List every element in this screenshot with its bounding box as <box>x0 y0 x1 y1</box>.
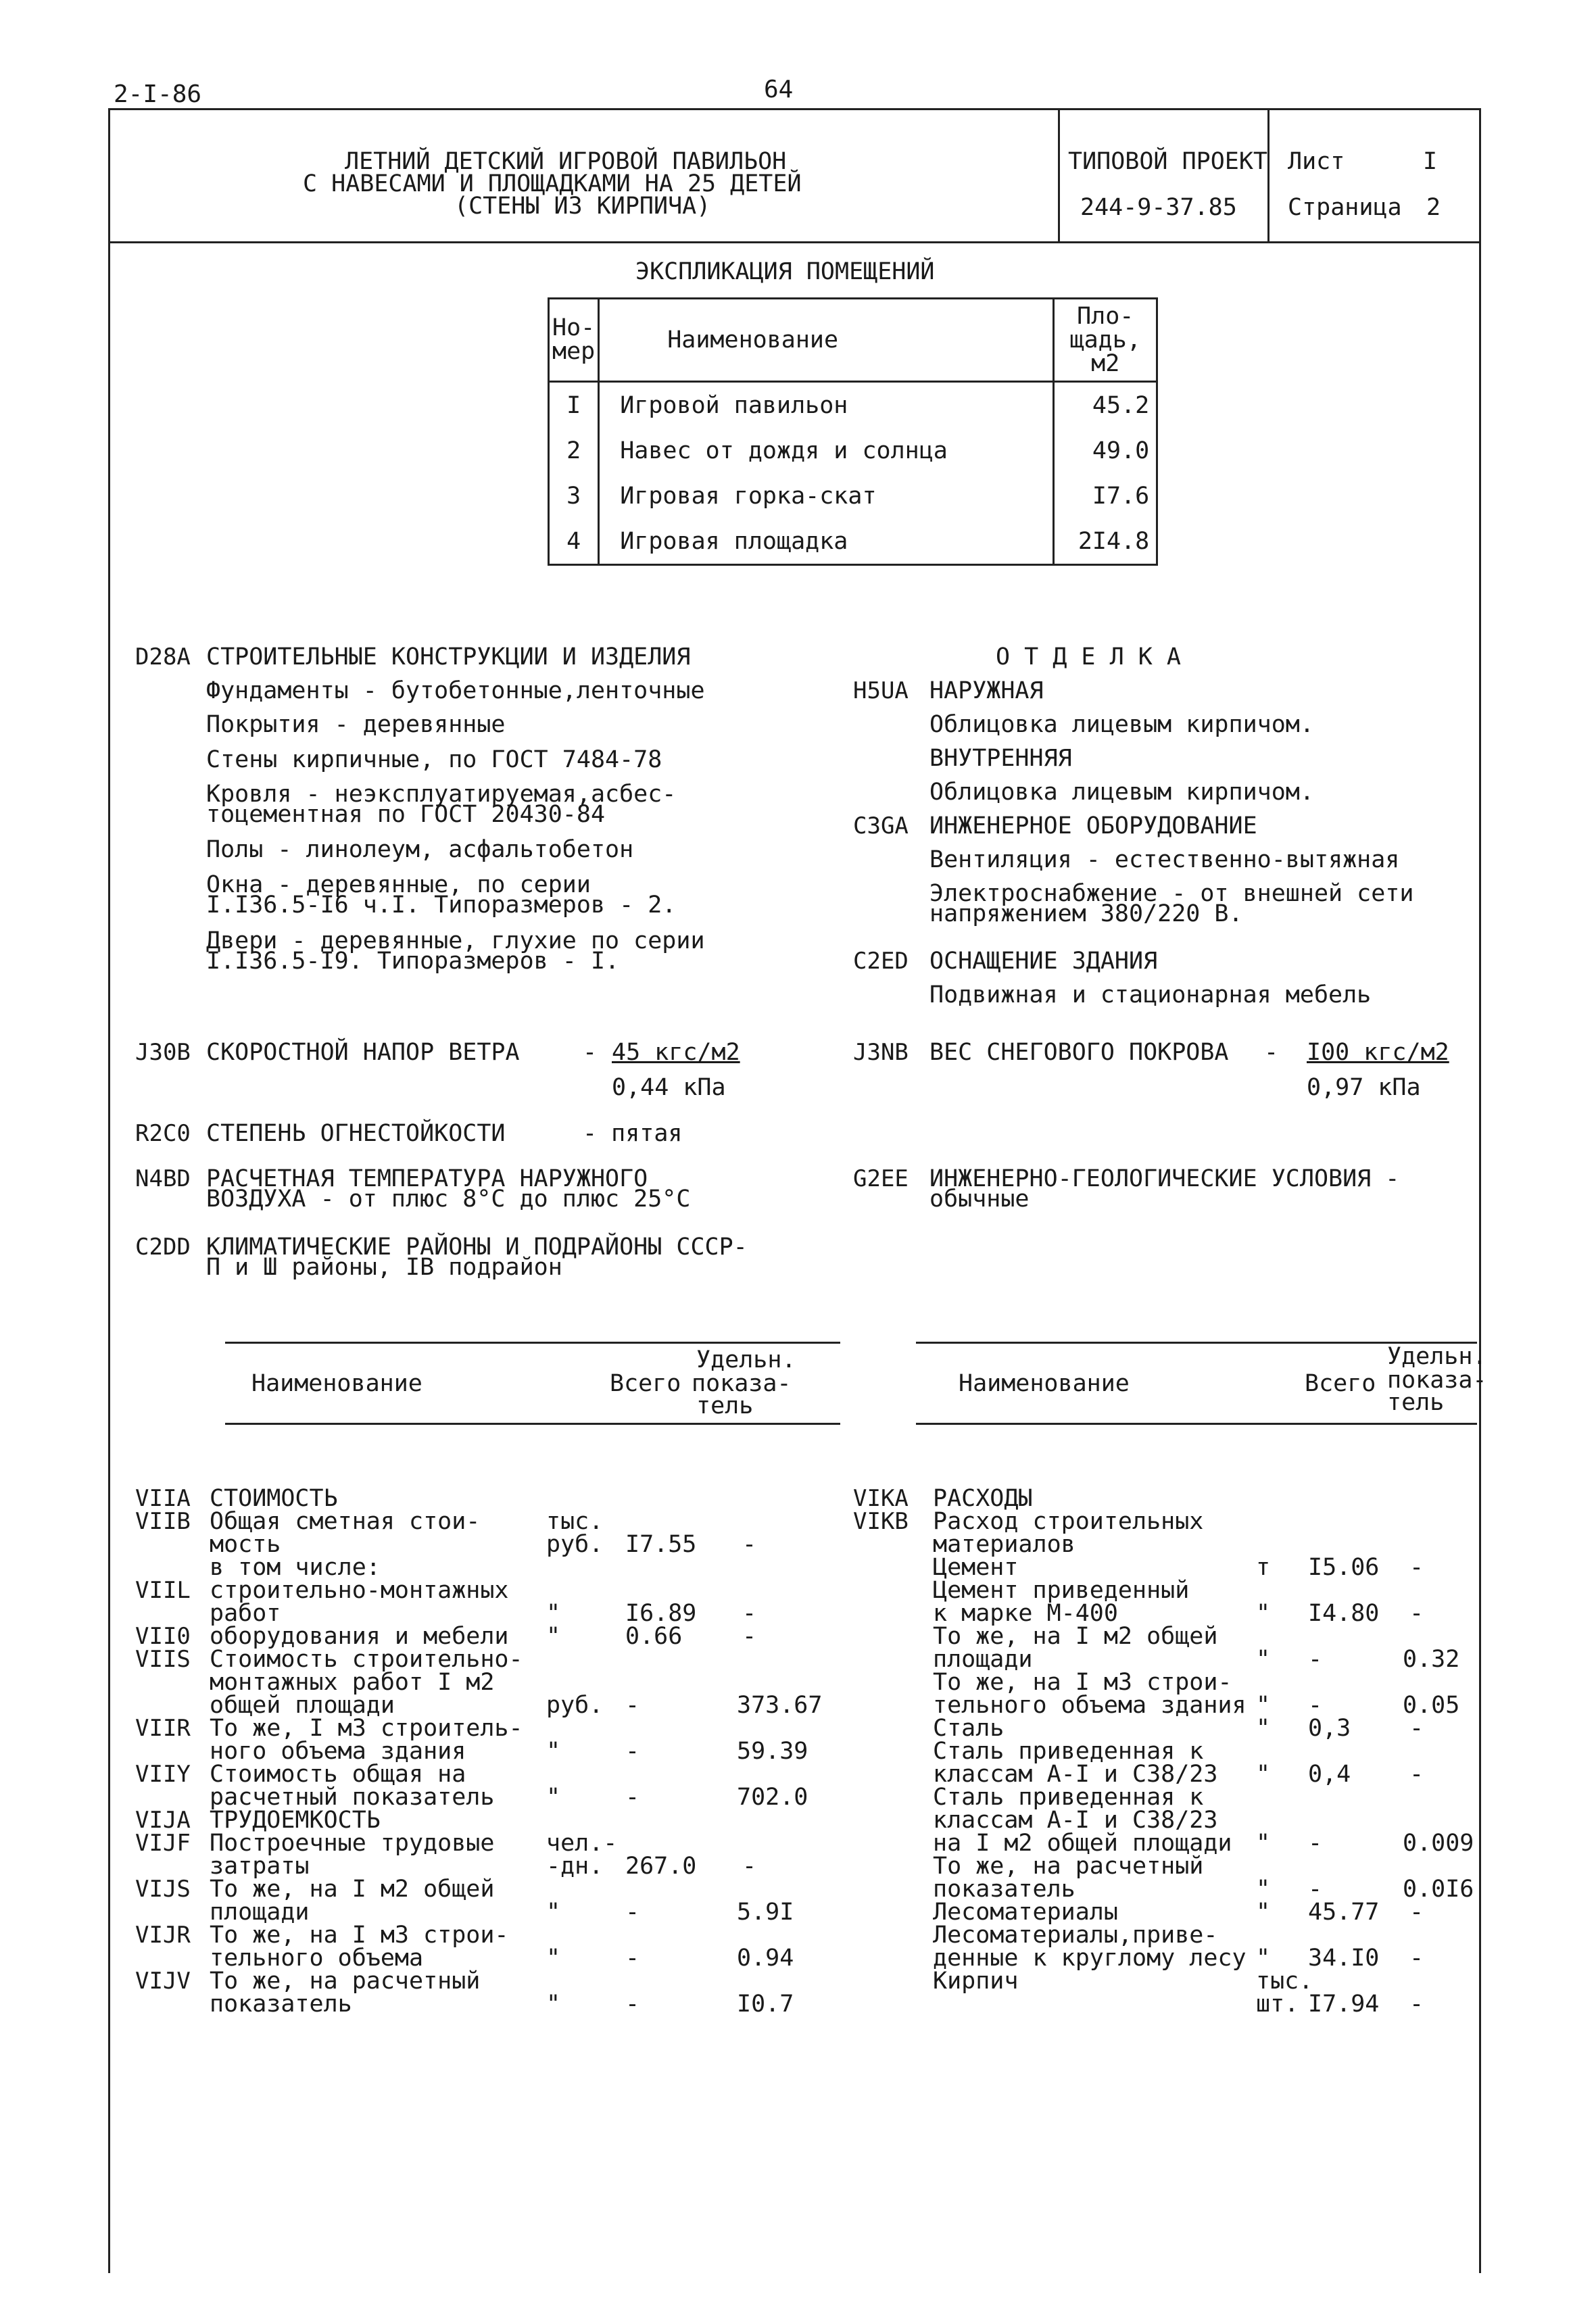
fire-code: R2C0 <box>135 1120 191 1147</box>
snow-value: I00 кгс/м2 <box>1307 1039 1449 1066</box>
row-total: - <box>1308 1876 1323 1903</box>
row-name: площади <box>210 1899 310 1926</box>
inner-label: ВНУТРЕННЯЯ <box>929 745 1072 772</box>
row-name: мость <box>210 1531 281 1558</box>
title-line-3: (СТЕНЫ ИЗ КИРПИЧА) <box>454 193 711 220</box>
row-unit: " <box>546 1623 561 1650</box>
wind-code: J30B <box>135 1039 191 1066</box>
construction-item: Покрытия - деревянные <box>206 711 506 738</box>
row-name: Лесоматериалы,приве- <box>933 1922 1218 1949</box>
page-value: 2 <box>1426 194 1441 221</box>
equipment-text: Подвижная и стационарная мебель <box>929 981 1372 1008</box>
explication-header-area: Пло- щадь, м2 <box>1054 299 1157 382</box>
row-name: показатель <box>933 1876 1075 1903</box>
row-specific: 0.32 <box>1403 1646 1460 1673</box>
temperature-line-1: РАСЧЕТНАЯ ТЕМПЕРАТУРА НАРУЖНОГО <box>206 1165 648 1192</box>
temperature-line-2: ВОЗДУХА - от плюс 8°С до плюс 25°С <box>206 1186 691 1213</box>
row-total: - <box>625 1899 640 1926</box>
row-unit: т <box>1256 1554 1271 1581</box>
title-line-1: ЛЕТНИЙ ДЕТСКИЙ ИГРОВОЙ ПАВИЛЬОН <box>345 148 787 175</box>
outer-code: H5UA <box>853 677 909 704</box>
row-specific: 0.94 <box>737 1945 794 1972</box>
page-number: 64 <box>764 76 794 103</box>
row-unit: руб. <box>546 1531 604 1558</box>
row-code: VIIB <box>135 1508 191 1535</box>
row-total: 0,4 <box>1308 1761 1351 1788</box>
row-total: 34.I0 <box>1308 1945 1380 1972</box>
climate-line-2: П и Ш районы, IВ подрайон <box>206 1254 562 1281</box>
row-specific: - <box>742 1623 757 1650</box>
construction-item: Кровля - неэксплуатируемая,асбес- <box>206 781 677 808</box>
finishing-heading: О Т Д Е Л К А <box>996 643 1181 671</box>
construction-item-cont: тоцементная по ГОСТ 20430-84 <box>206 801 606 828</box>
left-header-spec-2: показа- <box>692 1370 792 1397</box>
row-name: классам А-I и С38/23 <box>933 1807 1218 1834</box>
row-unit: тыс. <box>1256 1968 1313 1995</box>
row-unit: " <box>1256 1761 1271 1788</box>
right-header-spec-3: тель <box>1387 1389 1445 1416</box>
construction-item: Полы - линолеум, асфальтобетон <box>206 836 634 863</box>
row-name: к марке М-400 <box>933 1600 1118 1627</box>
climate-line-1: КЛИМАТИЧЕСКИЕ РАЙОНЫ И ПОДРАЙОНЫ СССР- <box>206 1234 748 1261</box>
sheet-value: I <box>1423 148 1438 175</box>
explication-row <box>549 518 1157 565</box>
row-name: Цемент приведенный <box>933 1577 1190 1604</box>
explication-row <box>549 473 1157 518</box>
row-name: строительно-монтажных <box>210 1577 509 1604</box>
row-name: Построечные трудовые <box>210 1830 495 1857</box>
construction-item: Фундаменты - бутобетонные,ленточные <box>206 677 705 704</box>
room-area: 45.2 <box>1054 382 1157 429</box>
right-header-spec-1: Удельн. <box>1387 1343 1487 1370</box>
explication-header-name: Наименование <box>599 299 1054 382</box>
geology-line-2: обычные <box>929 1186 1030 1213</box>
row-unit: руб. <box>546 1692 604 1719</box>
row-name: тельного объема здания <box>933 1692 1247 1719</box>
left-header-name: Наименование <box>251 1370 422 1397</box>
row-total: 0,3 <box>1308 1715 1351 1742</box>
row-name: ного объема здания <box>210 1738 466 1765</box>
fire-label: СТЕПЕНЬ ОГНЕСТОЙКОСТИ <box>206 1120 506 1147</box>
row-total: I6.89 <box>625 1600 697 1627</box>
power-text-2: напряжением 380/220 В. <box>929 900 1243 927</box>
row-total: - <box>1308 1830 1323 1857</box>
row-unit: " <box>546 1899 561 1926</box>
row-total: 267.0 <box>625 1853 697 1880</box>
constructions-heading: СТРОИТЕЛЬНЫЕ КОНСТРУКЦИИ И ИЗДЕЛИЯ <box>206 643 691 671</box>
row-specific: 5.9I <box>737 1899 794 1926</box>
row-name: денные к круглому лесу <box>933 1945 1247 1972</box>
row-unit: " <box>546 1600 561 1627</box>
row-name: Сталь приведенная к <box>933 1738 1204 1765</box>
row-code: VII0 <box>135 1623 191 1650</box>
row-total: 45.77 <box>1308 1899 1380 1926</box>
wind-label: СКОРОСТНОЙ НАПОР ВЕТРА <box>206 1039 520 1066</box>
row-name: классам А-I и С38/23 <box>933 1761 1218 1788</box>
row-name: То же, на расчетный <box>210 1968 481 1995</box>
row-name: СТОИМОСТЬ <box>210 1485 338 1512</box>
row-specific: 59.39 <box>737 1738 808 1765</box>
left-header-spec-1: Удельн. <box>696 1346 796 1373</box>
row-name: Сталь <box>933 1715 1005 1742</box>
room-area: I7.6 <box>1054 473 1157 518</box>
room-area: 2I4.8 <box>1054 518 1157 565</box>
project-label: ТИПОВОЙ ПРОЕКТ <box>1068 148 1268 175</box>
row-name: материалов <box>933 1531 1075 1558</box>
row-total: - <box>625 1692 640 1719</box>
row-specific: - <box>1409 1554 1424 1581</box>
room-number: 2 <box>549 428 599 473</box>
row-unit: " <box>1256 1646 1271 1673</box>
row-name: Сталь приведенная к <box>933 1784 1204 1811</box>
row-name: Расход строительных <box>933 1508 1204 1535</box>
row-specific: - <box>1409 1715 1424 1742</box>
snow-label: ВЕС СНЕГОВОГО ПОКРОВА <box>929 1039 1229 1066</box>
row-total: 0.66 <box>625 1623 683 1650</box>
row-specific: - <box>742 1600 757 1627</box>
row-unit: " <box>546 1738 561 1765</box>
left-table-top-rule <box>225 1342 840 1344</box>
row-unit: -дн. <box>546 1853 604 1880</box>
row-total: - <box>1308 1692 1323 1719</box>
construction-item: Двери - деревянные, глухие по серии <box>206 927 705 954</box>
row-name: площади <box>933 1646 1033 1673</box>
fire-value: - пятая <box>583 1120 683 1147</box>
wind-kpa: 0,44 кПа <box>612 1074 726 1101</box>
right-header-total: Всего <box>1305 1370 1376 1397</box>
row-total: - <box>625 1784 640 1811</box>
equipment-label: ОСНАЩЕНИЕ ЗДАНИЯ <box>929 948 1158 975</box>
room-name: Навес от дождя и солнца <box>599 428 1054 473</box>
right-header-spec-2: показа- <box>1387 1367 1487 1394</box>
explication-title: ЭКСПЛИКАЦИЯ ПОМЕЩЕНИЙ <box>635 258 935 285</box>
row-unit: тыс. <box>546 1508 604 1535</box>
row-code: VIJA <box>135 1807 191 1834</box>
row-total: - <box>1308 1646 1323 1673</box>
snow-code: J3NB <box>853 1039 909 1066</box>
row-name: То же, I м3 строитель- <box>210 1715 523 1742</box>
ventilation-text: Вентиляция - естественно-вытяжная <box>929 846 1400 873</box>
row-name: То же, на I м3 строи- <box>210 1922 509 1949</box>
title-block-bottom-line <box>108 241 1479 243</box>
right-header-name: Наименование <box>959 1370 1130 1397</box>
row-unit: " <box>1256 1945 1271 1972</box>
row-specific: 373.67 <box>737 1692 823 1719</box>
row-name: То же, на I м2 общей <box>933 1623 1218 1650</box>
outer-label: НАРУЖНАЯ <box>929 677 1044 704</box>
row-total: I4.80 <box>1308 1600 1380 1627</box>
row-specific: 0.05 <box>1403 1692 1460 1719</box>
wind-value: 45 кгс/м2 <box>612 1039 740 1066</box>
constructions-code: D28A <box>135 643 191 671</box>
row-code: VIKA <box>853 1485 909 1512</box>
row-total: - <box>625 1738 640 1765</box>
row-specific: - <box>1409 1600 1424 1627</box>
row-name: на I м2 общей площади <box>933 1830 1232 1857</box>
row-name: Общая сметная стои- <box>210 1508 481 1535</box>
room-name: Игровая площадка <box>599 518 1054 565</box>
row-code: VIKB <box>853 1508 909 1535</box>
row-total: - <box>625 1945 640 1972</box>
row-specific: 702.0 <box>737 1784 808 1811</box>
row-unit: шт. <box>1256 1991 1299 2018</box>
construction-item: Стены кирпичные, по ГОСТ 7484-78 <box>206 746 662 773</box>
snow-dash: - <box>1264 1039 1279 1066</box>
row-name: монтажных работ I м2 <box>210 1669 495 1696</box>
outer-text: Облицовка лицевым кирпичом. <box>929 711 1314 738</box>
right-table-header-rule <box>916 1423 1477 1425</box>
row-unit: " <box>546 1991 561 2018</box>
row-name: То же, на I м3 строи- <box>933 1669 1232 1696</box>
construction-item: Окна - деревянные, по серии <box>206 871 591 898</box>
engineering-label: ИНЖЕНЕРНОЕ ОБОРУДОВАНИЕ <box>929 812 1257 839</box>
row-unit: " <box>546 1784 561 1811</box>
left-table-header-rule <box>225 1423 840 1425</box>
row-unit: " <box>1256 1692 1271 1719</box>
row-specific: 0.0I6 <box>1403 1876 1474 1903</box>
row-name: работ <box>210 1600 281 1627</box>
row-specific: - <box>1409 1945 1424 1972</box>
row-specific: - <box>742 1531 757 1558</box>
row-unit: чел.- <box>546 1830 618 1857</box>
row-unit: " <box>1256 1715 1271 1742</box>
row-code: VIIY <box>135 1761 191 1788</box>
sheet-label: Лист <box>1288 148 1345 175</box>
row-name: показатель <box>210 1991 352 2018</box>
explication-header-num: Но- мер <box>549 299 599 382</box>
construction-item-cont: I.I36.5-I9. Типоразмеров - I. <box>206 948 620 975</box>
row-name: РАСХОДЫ <box>933 1485 1033 1512</box>
room-name: Игровой павильон <box>599 382 1054 429</box>
row-code: VIJF <box>135 1830 191 1857</box>
row-specific: - <box>742 1853 757 1880</box>
project-code: 244-9-37.85 <box>1080 194 1237 221</box>
row-name: общей площади <box>210 1692 395 1719</box>
row-name: Стоимость строительно- <box>210 1646 523 1673</box>
row-code: VIIL <box>135 1577 191 1604</box>
left-header-spec-3: тель <box>696 1392 754 1419</box>
row-name: Кирпич <box>933 1968 1019 1995</box>
row-code: VIJR <box>135 1922 191 1949</box>
title-divider-1 <box>1058 108 1060 242</box>
row-total: I7.94 <box>1308 1991 1380 2018</box>
row-name: ТРУДОЕМКОСТЬ <box>210 1807 381 1834</box>
room-number: 4 <box>549 518 599 565</box>
row-code: VIIS <box>135 1646 191 1673</box>
explication-row <box>549 382 1157 429</box>
row-unit: " <box>1256 1876 1271 1903</box>
row-specific: - <box>1409 1991 1424 2018</box>
page-label: Страница <box>1288 194 1402 221</box>
doc-code: 2-I-86 <box>114 80 202 108</box>
row-unit: " <box>546 1945 561 1972</box>
row-name: затраты <box>210 1853 310 1880</box>
row-name: в том числе: <box>210 1554 381 1581</box>
row-specific: I0.7 <box>737 1991 794 2018</box>
climate-code: C2DD <box>135 1234 191 1261</box>
row-unit: " <box>1256 1899 1271 1926</box>
row-name: Лесоматериалы <box>933 1899 1118 1926</box>
row-specific: 0.009 <box>1403 1830 1474 1857</box>
row-total: I5.06 <box>1308 1554 1380 1581</box>
row-unit: " <box>1256 1830 1271 1857</box>
row-name: То же, на расчетный <box>933 1853 1204 1880</box>
row-name: расчетный показатель <box>210 1784 495 1811</box>
equipment-code: C2ED <box>853 948 909 975</box>
wind-dash: - <box>583 1039 598 1066</box>
inner-text: Облицовка лицевым кирпичом. <box>929 779 1314 806</box>
engineering-code: C3GA <box>853 812 909 839</box>
snow-kpa: 0,97 кПа <box>1307 1074 1421 1101</box>
title-line-2: С НАВЕСАМИ И ПЛОЩАДКАМИ НА 25 ДЕТЕЙ <box>303 170 802 197</box>
row-unit: " <box>1256 1600 1271 1627</box>
row-code: VIIA <box>135 1485 191 1512</box>
room-number: I <box>549 382 599 429</box>
row-name: То же, на I м2 общей <box>210 1876 495 1903</box>
title-divider-2 <box>1267 108 1269 242</box>
room-area: 49.0 <box>1054 428 1157 473</box>
row-total: - <box>625 1991 640 2018</box>
row-code: VIJV <box>135 1968 191 1995</box>
row-name: тельного объема <box>210 1945 424 1972</box>
row-specific: - <box>1409 1761 1424 1788</box>
explication-row <box>549 428 1157 473</box>
explication-table <box>548 297 1158 566</box>
row-name: оборудования и мебели <box>210 1623 509 1650</box>
row-specific: - <box>1409 1899 1424 1926</box>
row-name: Цемент <box>933 1554 1019 1581</box>
power-text-1: Электроснабжение - от внешней сети <box>929 880 1414 907</box>
room-name: Игровая горка-скат <box>599 473 1054 518</box>
row-name: Стоимость общая на <box>210 1761 466 1788</box>
temperature-code: N4BD <box>135 1165 191 1192</box>
left-header-total: Всего <box>610 1370 681 1397</box>
room-number: 3 <box>549 473 599 518</box>
row-code: VIJS <box>135 1876 191 1903</box>
geology-code: G2EE <box>853 1165 909 1192</box>
row-code: VIIR <box>135 1715 191 1742</box>
row-total: I7.55 <box>625 1531 697 1558</box>
geology-line-1: ИНЖЕНЕРНО-ГЕОЛОГИЧЕСКИЕ УСЛОВИЯ - <box>929 1165 1400 1192</box>
construction-item-cont: I.I36.5-I6 ч.I. Типоразмеров - 2. <box>206 892 677 919</box>
